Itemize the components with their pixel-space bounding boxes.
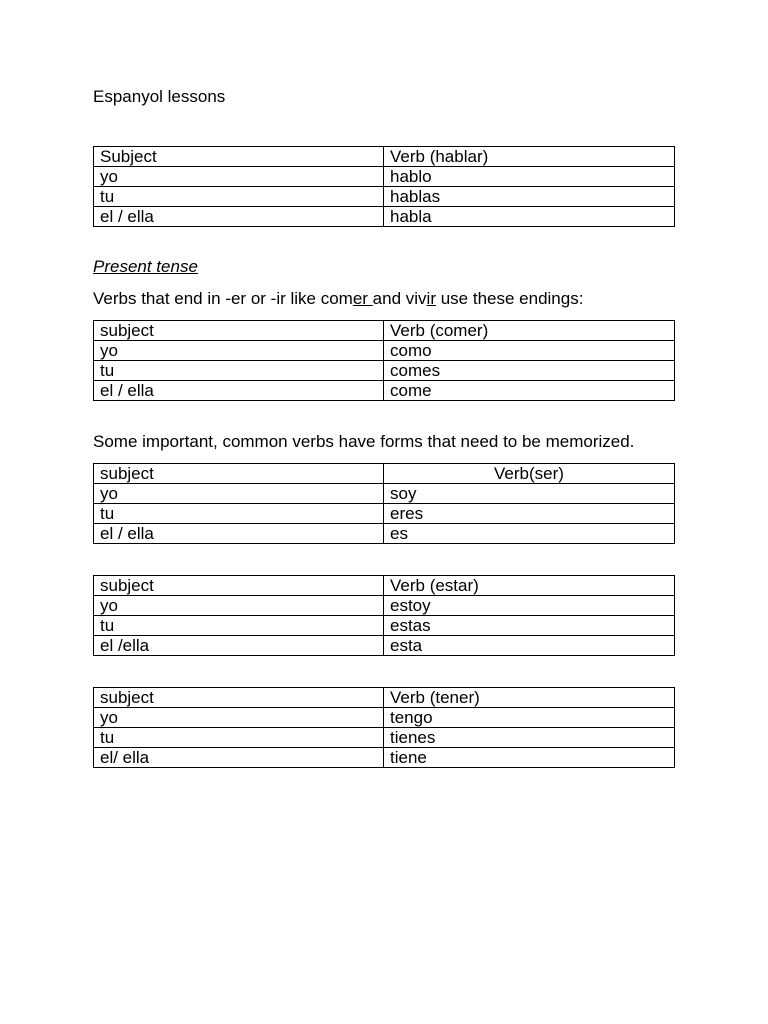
table-row	[94, 708, 675, 728]
paragraph-text: Verbs that end in -er or -ir like com	[93, 289, 353, 308]
verb-form-cell: estas	[384, 616, 675, 636]
underlined-ending: er	[352, 289, 373, 308]
header-verb-cell: Verb (hablar)	[384, 147, 675, 167]
table-row	[94, 207, 675, 227]
verb-form-cell: soy	[384, 484, 675, 504]
verb-form-cell: como	[384, 341, 675, 361]
verb-form-cell: tienes	[384, 728, 675, 748]
verb-form-cell: comes	[384, 361, 675, 381]
table-header-row	[94, 321, 675, 341]
subject-cell: tu	[94, 616, 384, 636]
table-row	[94, 361, 675, 381]
verb-form-cell: come	[384, 381, 675, 401]
subject-cell: yo	[94, 484, 384, 504]
conjugation-table-ser	[93, 463, 675, 544]
conjugation-table-hablar	[93, 146, 675, 227]
table-row	[94, 596, 675, 616]
subject-cell: yo	[94, 341, 384, 361]
underlined-ending: ir	[426, 289, 436, 308]
header-subject-cell: subject	[94, 321, 384, 341]
section-heading: Present tense	[93, 257, 198, 276]
subject-cell: el / ella	[94, 207, 384, 227]
paragraph-text: use these endings:	[436, 289, 584, 308]
table-row	[94, 167, 675, 187]
table-header-row	[94, 688, 675, 708]
subject-cell: tu	[94, 187, 384, 207]
table-row	[94, 728, 675, 748]
verb-form-cell: hablas	[384, 187, 675, 207]
subject-cell: el / ella	[94, 524, 384, 544]
verb-form-cell: tiene	[384, 748, 675, 768]
paragraph-text: and viv	[372, 289, 427, 308]
subject-cell: yo	[94, 708, 384, 728]
table-row	[94, 341, 675, 361]
table-row	[94, 484, 675, 504]
table-header-row	[94, 464, 675, 484]
table-row	[94, 524, 675, 544]
table-header-row	[94, 576, 675, 596]
table-row	[94, 748, 675, 768]
header-subject-cell: subject	[94, 464, 384, 484]
subject-cell: tu	[94, 504, 384, 524]
table-header-row	[94, 147, 675, 167]
subject-cell: el / ella	[94, 381, 384, 401]
table-row	[94, 504, 675, 524]
conjugation-table-estar	[93, 575, 675, 656]
subject-cell: el /ella	[94, 636, 384, 656]
paragraph-er-ir-verbs	[93, 289, 583, 309]
conjugation-table-tener	[93, 687, 675, 768]
verb-form-cell: eres	[384, 504, 675, 524]
header-subject-cell: Subject	[94, 147, 384, 167]
subject-cell: yo	[94, 167, 384, 187]
table-row	[94, 187, 675, 207]
verb-form-cell: es	[384, 524, 675, 544]
paragraph-irregular-verbs: Some important, common verbs have forms that need to be memorized.	[93, 432, 635, 451]
subject-cell: yo	[94, 596, 384, 616]
verb-form-cell: hablo	[384, 167, 675, 187]
header-verb-cell: Verb (estar)	[384, 576, 675, 596]
table-row	[94, 616, 675, 636]
conjugation-table-comer	[93, 320, 675, 401]
document-title: Espanyol lessons	[93, 87, 226, 106]
subject-cell: el/ ella	[94, 748, 384, 768]
subject-cell: tu	[94, 728, 384, 748]
header-subject-cell: subject	[94, 688, 384, 708]
verb-form-cell: habla	[384, 207, 675, 227]
header-verb-cell: Verb(ser)	[384, 464, 675, 484]
table-row	[94, 381, 675, 401]
verb-form-cell: estoy	[384, 596, 675, 616]
table-row	[94, 636, 675, 656]
header-subject-cell: subject	[94, 576, 384, 596]
verb-form-cell: tengo	[384, 708, 675, 728]
verb-form-cell: esta	[384, 636, 675, 656]
header-verb-cell: Verb (tener)	[384, 688, 675, 708]
header-verb-cell: Verb (comer)	[384, 321, 675, 341]
subject-cell: tu	[94, 361, 384, 381]
